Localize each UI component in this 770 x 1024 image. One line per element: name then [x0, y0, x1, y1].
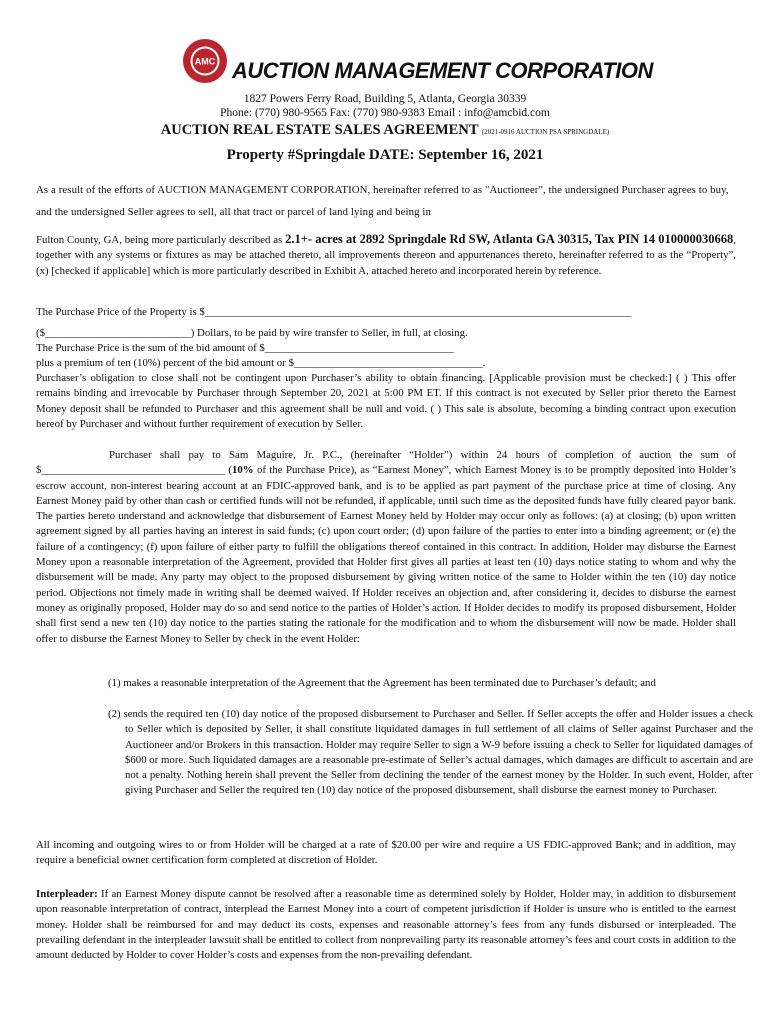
- earnest-money-a: Purchaser shall pay to Sam Maguire, Jr. P.C., (hereinafter “Holder”) within 24 hours of completion of auction the sum of $__________________________________ (: [36, 449, 736, 477]
- agreement-code: (2021-0916 AUCTION PSA SPRINGDALE): [481, 128, 610, 136]
- interpleader-heading: Interpleader:: [36, 888, 98, 900]
- earnest-money-bold: 10%: [231, 464, 254, 477]
- property-desc-b: , together with any systems or fixtures as may be attached thereto, all improvements thereon and appurtenances thereto, hereinafter referred to as the “Property”, (x) [checked if applicable] which is more particularly described in Exhibit A, attached hereto and incorporated herein by reference.: [36, 234, 736, 277]
- logo-text: AMC: [194, 56, 216, 67]
- bid-amount-line: The Purchase Price is the sum of the bid amount of $___________________________________: [36, 342, 454, 354]
- intro-paragraph: As a result of the efforts of AUCTION MANAGEMENT CORPORATION, hereinafter referred to as "Auctioneer", the undersigned Purchaser agrees to buy, and the undersigned Seller agrees to sell, all that tract or parcel of land lying and being in: [36, 184, 729, 218]
- disbursement-item-2: (2) sends the required ten (10) day notice of the proposed disbursement to Purchaser and Seller. If Seller accepts the offer and Holder issues a check to Seller which is deposited by Seller, it shall constitute liquidated damages in full settlement of all claims of Seller against Purchaser and the Auctioneer and/or Brokers in this transaction. Holder may require Seller to sign a W-9 before issuing a check to Seller for liquidated damages of $600 or more. Such liquidated damages are a reasonable pre-estimate of Seller’s actual damages, which damages are difficult to ascertain and are not a penalty. Nothing herein shall prevent the Seller from declining the tender of the earnest money by the Holder. In such event, Holder, after giving Purchaser and Seller the required ten (10) day notice of the proposed disbursement, shall disburse the earnest money to Purchaser.: [108, 708, 753, 797]
- property-desc-a: Fulton County, GA, being more particularly described as: [36, 234, 286, 246]
- company-logo: [182, 38, 228, 84]
- agreement-title: AUCTION REAL ESTATE SALES AGREEMENT: [160, 122, 479, 138]
- company-name: AUCTION MANAGEMENT CORPORATION: [232, 58, 653, 83]
- purchase-price-line: The Purchase Price of the Property is $_______________________________________________________________________________: [36, 306, 632, 318]
- dollars-line: ($___________________________) Dollars, to be paid by wire transfer to Seller, in full, at closing.: [36, 327, 468, 339]
- interpleader-text: If an Earnest Money dispute cannot be resolved after a reasonable time as determined solely by Holder, Holder may, in addition to disbursement upon reasonable interpretation of contract, interplead the Earnest Money into a court of competent jurisdiction if Holder is unsure who is entitled to the earnest money. Holder shall be reimbursed for and may deduct its costs, expenses and reasonable attorney’s fees from any funds disbursed or interpleaded. The prevailing defendant in the interpleader lawsuit shall be entitled to collect from nonprevailing party its reasonable attorney’s fees and court costs in addition to the amount deducted by Holder to cover Holder’s costs and expenses from the non-prevailing defendant.: [36, 888, 736, 962]
- premium-line: plus a premium of ten (10%) percent of the bid amount or $___________________________________.: [36, 357, 486, 369]
- company-address: 1827 Powers Ferry Road, Building 5, Atlanta, Georgia 30339: [243, 93, 527, 105]
- earnest-money-b: of the Purchase Price), as “Earnest Money”, which Earnest Money is to be promptly deposited into Holder’s escrow account, non-interest bearing account at an FDIC-approved bank, and is to be applied as part payment of the purchase price at time of closing. Any Earnest Money paid by other than cash or certified funds will not be refunded, if applicable, until such time as the deposited funds have fully cleared payor bank. The parties hereto understand and acknowledge that disbursement of Earnest Money held by Holder may occur only as follows: (a) at closing; (b) upon written agreement signed by all parties having an interest in said funds; (c) upon court order; (d) upon failure of the parties to enter into a binding agreement; or (e) the failure of a contingency; (f) upon failure of either party to fulfill the obligations thereof contained in this contract. In addition, Holder may disburse the Earnest Money upon a reasonable interpretation of the Agreement, provided that Holder first gives all parties at least ten (10) days notice stating to whom and why the disbursement will be made. Any party may object to the proposed disbursement by giving written notice of the same to Holder within the ten (10) day notice period. Objections not timely made in writing shall be deemed waived. If Holder receives an objection and, after considering it, decides to disburse the earnest money as originally proposed, Holder may do so and send notice to the parties of Holder’s action. If Holder decides to modify its proposed disbursement, Holder shall first send a new ten (10) day notice to the parties stating the rationale for the modification and to whom the disbursement will now be made. Holder shall offer to disburse the Earnest Money to Seller by check in the event Holder:: [36, 464, 737, 645]
- property-line: Property #Springdale DATE: September 16, 2021: [226, 147, 544, 163]
- wire-fee-paragraph: All incoming and outgoing wires to or from Holder will be charged at a rate of $20.00 per wire and require a US FDIC-approved Bank; and in addition, may require a beneficial owner certification form completed at discretion of Holder.: [36, 839, 736, 867]
- agreement-title-line: [0, 122, 770, 139]
- disbursement-item-1: (1) makes a reasonable interpretation of the Agreement that the Agreement has been terminated due to Purchaser’s default; and: [108, 677, 656, 689]
- company-contact: Phone: (770) 980-9565 Fax: (770) 980-9383 Email : info@amcbid.com: [220, 107, 550, 119]
- financing-paragraph: Purchaser’s obligation to close shall not be contingent upon Purchaser’s ability to obtain financing. [Applicable provision must be checked:] ( ) This offer remains binding and irrevocable by Purchaser through September 20, 2021 at 5:00 PM ET. If this contract is not executed by Seller prior thereto the Earnest Money deposit shall be refunded to Purchaser and this agreement shall be null and void. ( ) This sale is absolute, becoming a binding contract upon execution hereof by Purchaser and without further requirement of execution by Seller.: [36, 372, 736, 430]
- property-desc-bold: 2.1+- acres at 2892 Springdale Rd SW, Atlanta GA 30315, Tax PIN 14 010000030668: [285, 232, 734, 246]
- interpleader-paragraph: [36, 887, 736, 963]
- earnest-money-paragraph: [36, 448, 736, 647]
- property-description: [36, 232, 736, 279]
